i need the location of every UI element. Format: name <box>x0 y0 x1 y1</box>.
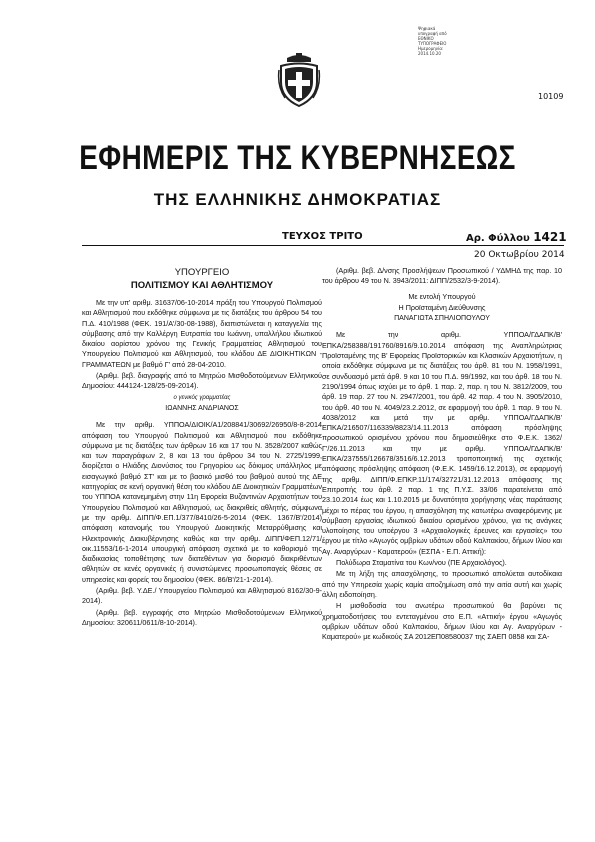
header-divider <box>82 245 564 246</box>
decision-paragraph: (Αριθμ. βεβ. Δ/νσης Προσλήψεων Προσωπικού / ΥΔΜΗΔ της παρ. 10 του άρθρου 49 του Ν. 3943/2011: ΔΙΠΠ/2532/3-9-2014). <box>322 266 562 286</box>
issue-series: ΤΕΥΧΟΣ ΤΡΙΤΟ <box>282 231 363 242</box>
sheet-number <box>466 230 567 244</box>
issue-date: 20 Οκτωβρίου 2014 <box>474 250 565 260</box>
stamp-line: Ψηφιακά <box>418 26 436 31</box>
ministry-line1: ΥΠΟΥΡΓΕΙΟ <box>174 267 230 278</box>
stamp-line: ΤΥΠΟΓΡΑΦΕΙΟ <box>418 41 447 46</box>
signatory-name: ΠΑΝΑΓΙΩΤΑ ΣΠΗΛΙΟΠΟΥΛΟΥ <box>394 315 490 323</box>
decision-paragraph: (Αριθμ. βεβ. εγγραφής στο Μητρώο Μισθοδοτούμενων Ελληνικού Δημοσίου: 320611/0611/8-10-2014). <box>82 607 322 627</box>
decision-paragraph: Με την αριθμ. ΥΠΠΟΑ/ΔΙΟΙΚ/Α1/208841/30692/26950/8-8-2014 απόφαση του Υπουργού Πολιτισμού και Αθλητισμού που εκδόθηκε σύμφωνα με τις διατάξεις των άρθρων 16 και 17 του Ν. 3528/2007 καθώς και των παραγράφων 2, 8 και 13 του άρθρου 34 του Ν. 2725/1999, διορίζεται ο Ηλιάδης Διονύσιος του Γρηγορίου ως δόκιμος υπάλληλος με εισαγωγικό βαθμό ΣΤ' και με το βασικό μισθό του βαθμού αυτού της ΔΕ κατηγορίας σε κενή οργανική θέση του κλάδου ΔΕ Διοικητικών Γραμματέων του ΥΠΠΟΑ κατανεμημένη στην 11η Εφορεία Βυζαντινών Αρχαιοτήτων του Υπουργείου Πολιτισμού και Αθλητισμού, ως διακριθείς αθλητής, σύμφωνα με την αριθμ. ΔΙΠΠ/Φ.ΕΠ.1/377/8410/26-5-2014 (ΦΕΚ. 1367/Β'/2014) απόφαση κατανομής του Υπουργού Διοικητικής Μεταρρύθμισης και Ηλεκτρονικής Διακυβέρνησης καθώς και την αριθμ. ΔΙΠΠ/ΦΕΠ.12/71/οικ.11553/16-1-2014 υπουργική απόφαση σχετικά με το καθορισμό της διαδικασίας τοποθέτησης των διατεθέντων για διορισμό διακριθέντων αθλητών σε κενές οργανικές ή συνιστώμενες προσωποπαγείς θέσεις σε υπηρεσίες και φορείς του δημοσίου (ΦΕΚ. 86/Β'/21-1-2014). <box>82 420 322 584</box>
decision-paragraph: Με την αριθμ. ΥΠΠΟΑ/ΓΔΑΠΚ/Β' ΕΠΚΑ/258388/191760/8916/9.10.2014 απόφαση της Αναπληρώτριας Προϊσταμένης της Β' Εφορείας Προϊστορικών και Κλασικών Αρχαιοτήτων, η οποία εκδόθηκε σύμφωνα με τις διατάξεις του άρθ. 81 του Ν. 1958/1991, σε συνδυασμό μετά άρθ. 9 και 10 του Π.Δ. 99/1992, και του άρθ. 18 του Ν. 2190/1994 όπως ισχύει με το άρθ. 1 παρ. 2, παρ. η του Ν. 3812/2009, του άρθ. 19 παρ. 27 του Ν. 2947/2001, του άρθ. 42 παρ. 4 του Ν. 3905/2010, του άρθ. 40 του Ν. 4049/23.2.2012, σε εφαρμογή του άρθ. 1 παρ. 9 του Ν. 4038/2012 και μετά την με αριθμ. ΥΠΠΟΑ/ΓΔΑΠΚ/Β' ΕΠΚΑ/216507/116339/8823/14.11.2013 απόφαση πρόσληψης προσωπικού ορισμένου χρόνου που δημοσιεύθηκε στο Φ.Ε.Κ. 1362/Γ'/26.11.2013 και την με αριθμ. ΥΠΠΟΑ/ΓΔΑΠΚ/Β' ΕΠΚΑ/237555/126678/3516/6.12.2013 τροποποιητική της σχετικής απόφασης πρόσληψης απόφαση (Φ.Ε.Κ. 1459/16.12.2013), σε εφαρμογή της αριθμ. ΔΙΠΠ/Φ.ΕΠΚΡ.11/174/32721/31.12.2013 απόφασης της Επιτροπής του άρθ. 2 παρ. 1 της Π.Υ.Σ. 33/06 παρατείνεται από 23.10.2014 έως και 1.10.2015 με δυνατότητα χορήγησης νέας παράτασης μέχρι το πέρας του έργου, η απασχόληση της κατωτέρω αναφερόμενης με σύμβαση εργασίας ιδιωτικού δικαίου ορισμένου χρόνου, για τις ανάγκες υλοποίησης του υποέργου 3 «Αρχαιολογικές έρευνες και εργασίες» του έργου με τίτλο «Αγωγός ομβρίων υδάτων οδού Καλπακίου, δήμων Ιλίου και Αγ. Αναργύρων - Καματερού» (ΕΣΠΑ - Ε.Π. Αττική): <box>322 330 562 556</box>
newspaper-title: ΕΦΗΜΕΡΙΣ ΤΗΣ ΚΥΒΕΡΝΗΣΕΩΣ <box>79 139 516 177</box>
decision-paragraph: Με την υπ' αριθμ. 31637/06-10-2014 πράξη του Υπουργού Πολιτισμού και Αθλητισμού που εκδόθηκε σύμφωνα με τις διατάξεις του άρθρου 54 του Π.Δ. 410/1988 (ΦΕΚ. 191/Α'/30-08-1988), διαπιστώνεται η καταγγελία της σύμβασης από την Καλλέργη Ευτραπία του Ιωάννη, υπαλλήλου ιδιωτικού δικαίου αορίστου χρόνου της Γενικής Γραμματείας Αθλητισμού του Υπουργείου Πολιτισμού και Αθλητισμού, του κλάδου ΔΕ ΔΙΟΙΚΗΤΙΚΩΝ - ΓΡΑΜΜΑΤΕΩΝ με βαθμό Γ' από 28-04-2010. <box>82 298 322 369</box>
coat-of-arms-icon <box>277 52 321 108</box>
ministry-heading <box>82 266 322 292</box>
left-column <box>82 266 322 629</box>
signatory-line: Η Προϊσταμένη Διεύθυνσης <box>398 302 486 312</box>
decision-paragraph: Πολύδωρα Σταματίνα του Κων/νου (ΠΕ Αρχαιολόγος). <box>336 558 507 568</box>
stamp-line: 2014.10.20 <box>418 51 441 56</box>
decision-paragraph: (Αριθμ. βεβ. Υ.ΔΕ./ Υπουργείου Πολιτισμού και Αθλητισμού 8162/30-9-2014). <box>82 586 322 606</box>
decision-paragraph: (Αριθμ. βεβ. διαγραφής από το Μητρώο Μισθοδοτούμενων Ελληνικού Δημοσίου: 444124-128/25-09-2014). <box>82 371 322 391</box>
sheet-number-value: 1421 <box>533 230 567 244</box>
stamp-line: ΕΘΝΙΚΟ <box>418 36 434 41</box>
decision-paragraph: Με τη λήξη της απασχόλησης, το προσωπικό απολύεται αυτοδίκαια από την Υπηρεσία χωρίς καμία αποζημίωση από την αιτία αυτή και χωρίς άλλη ειδοποίηση. <box>322 569 562 599</box>
page-number: 10109 <box>538 92 564 101</box>
sheet-label: Αρ. Φύλλου <box>466 233 530 244</box>
newspaper-subtitle: ΤΗΣ ΕΛΛΗΝΙΚΗΣ ΔΗΜΟΚΡΑΤΙΑΣ <box>153 190 442 209</box>
ministry-line2: ΠΟΛΙΤΙΣΜΟΥ ΚΑΙ ΑΘΛΗΤΙΣΜΟΥ <box>130 280 274 291</box>
stamp-line: Ημερομηνία: <box>418 46 444 51</box>
signatory-line: Με εντολή Υπουργού <box>408 291 476 301</box>
decision-paragraph: Η μισθοδοσία του ανωτέρω προσωπικού θα βαρύνει τις χρηματοδοτήσεις του εντεταγμένου στο Ε.Π. «Αττική» έργου «Αγωγός ομβρίων υδάτων οδού Καλπακίου, δήμων Ιλίου και Αγ. Αναργύρων - Καματερού» με κωδικούς ΣΑ 2012ΕΠ08580037 της ΣΑΕΠ 0858 και ΣΑ- <box>322 601 562 642</box>
digital-signature-stamp <box>418 26 466 56</box>
stamp-line: υπογραφή από <box>418 31 447 36</box>
signatory-title: ο γενικός γραμματέας <box>173 394 231 401</box>
signatory-name: ΙΩΑΝΝΗΣ ΑΝΔΡΙΑΝΟΣ <box>165 404 239 412</box>
right-column <box>322 266 562 643</box>
